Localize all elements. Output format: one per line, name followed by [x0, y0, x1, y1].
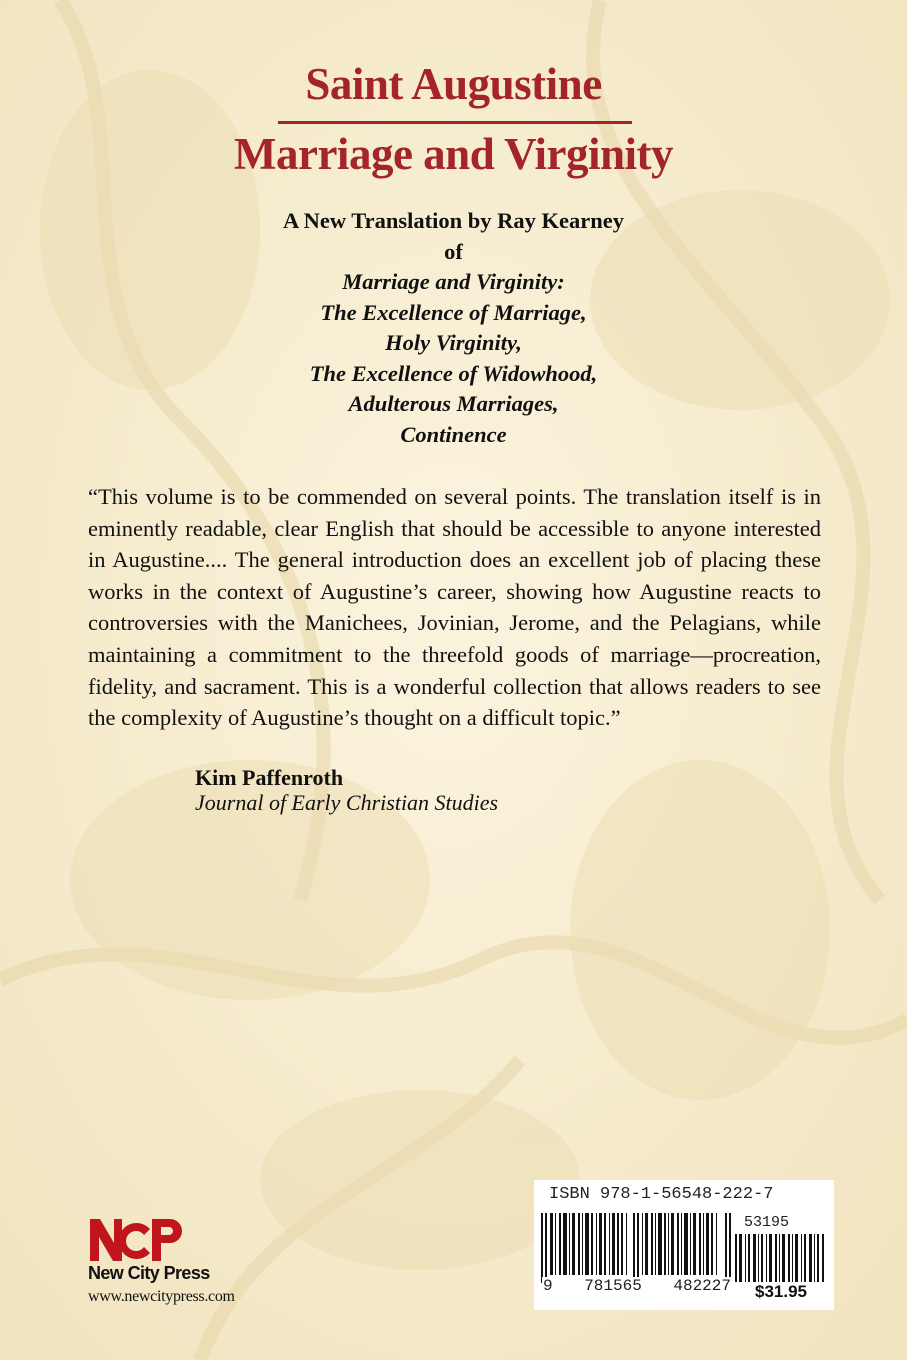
publisher-name: New City Press	[88, 1263, 210, 1283]
work-title: Marriage and Virginity:	[342, 269, 565, 294]
barcode-digit-group: 482227	[673, 1277, 731, 1295]
reviewer-name: Kim Paffenroth	[195, 765, 344, 790]
title-divider	[278, 121, 632, 124]
isbn-barcode	[534, 1180, 834, 1310]
price-label: $31.95	[752, 1282, 810, 1302]
work-title: The Excellence of Widowhood,	[309, 360, 598, 386]
barcode-digit-group: 781565	[584, 1277, 642, 1295]
publisher-logo	[88, 1215, 184, 1263]
barcode-digit-group: 9	[543, 1277, 553, 1295]
publisher-url[interactable]: www.newcitypress.com	[88, 1288, 235, 1305]
work-title: Adulterous Marriages,	[348, 391, 559, 416]
isbn-number: ISBN 978-1-56548-222-7	[549, 1185, 774, 1204]
translator-byline: A New Translation by Ray Kearney	[282, 208, 625, 233]
review-quote: “This volume is to be commended on several points. The translation itself is in eminently readable, clear English that should be accessible to anyone interested in Augustine.... The general introduction does an excellent job of placing these works in the context of Augustine’s career, showing how Augustine reacts to controversies with the Manichees, Jovinian, Jerome, and the Pelagians, while maintaining a commitment to the threefold goods of marriage—procreation, fidelity, and sacrament. This is a wonderful collection that allows readers to see the complexity of Augustine’s thought on a difficult topic.”	[88, 484, 821, 731]
book-title-line-2: Marriage and Virginity	[234, 129, 673, 179]
barcode-bars	[541, 1213, 731, 1283]
barcode-digits	[542, 1277, 732, 1295]
work-title: Continence	[400, 421, 507, 447]
book-title-line-1: Saint Augustine	[305, 59, 602, 109]
work-title: The Excellence of Marriage,	[320, 299, 587, 325]
barcode-addon-number: 53195	[744, 1214, 790, 1231]
work-title: Holy Virginity,	[385, 330, 522, 355]
barcode-addon-bars	[735, 1234, 825, 1282]
translation-of: of	[444, 238, 463, 264]
translation-info	[0, 206, 907, 450]
review-publication: Journal of Early Christian Studies	[195, 790, 499, 815]
